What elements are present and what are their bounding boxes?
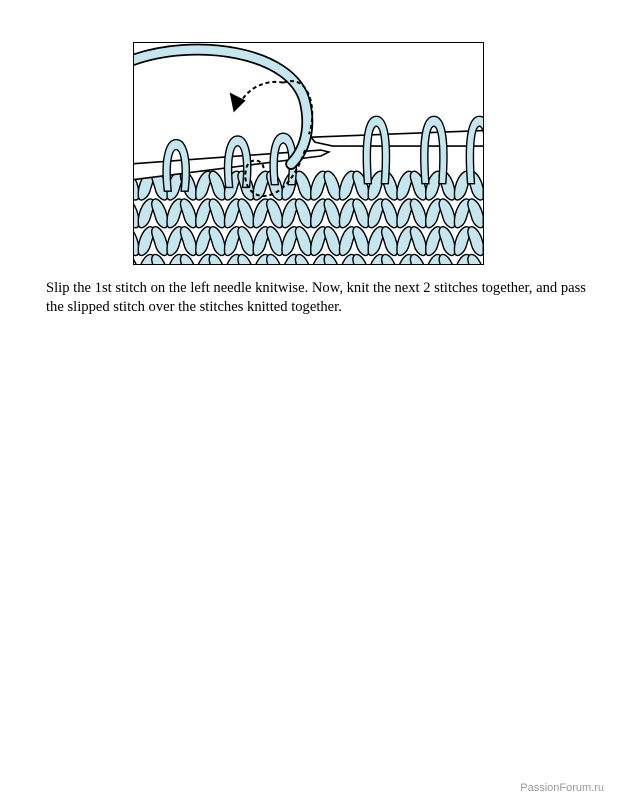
fabric-stitch-leg <box>152 227 168 256</box>
fabric-stitch-leg <box>324 227 340 256</box>
fabric-stitch-leg <box>353 199 369 228</box>
knitting-illustration-frame <box>133 42 484 265</box>
fabric-stitch-leg <box>152 199 168 228</box>
fabric-stitch-leg <box>295 227 311 256</box>
fabric-stitch-leg <box>238 227 254 256</box>
right-needle <box>311 130 483 146</box>
fabric-stitch-leg <box>468 199 483 228</box>
arrow-head-icon <box>230 93 246 113</box>
fabric-stitch-leg <box>180 199 196 228</box>
fabric-stitch-leg <box>267 199 283 228</box>
fabric-stitch-leg <box>295 199 311 228</box>
fabric-stitch-leg <box>209 227 225 256</box>
fabric-stitch-leg <box>209 171 225 200</box>
fabric-stitch-leg <box>324 171 340 200</box>
dashed-arrow-shaft <box>240 82 284 105</box>
fabric-stitch-leg <box>439 199 455 228</box>
fabric-stitch-leg <box>439 227 455 256</box>
fabric-stitch-leg <box>410 199 426 228</box>
working-yarn <box>134 50 307 164</box>
fabric-stitch-leg <box>382 199 398 228</box>
fabric-stitch-leg <box>324 199 340 228</box>
fabric-stitch-leg <box>267 227 283 256</box>
fabric-stitch-leg <box>468 227 483 256</box>
fabric-stitch-leg <box>209 199 225 228</box>
fabric-stitch-leg <box>353 227 369 256</box>
watermark: PassionForum.ru <box>520 782 604 794</box>
fabric-stitch-leg <box>410 227 426 256</box>
knitting-illustration <box>134 43 483 264</box>
instruction-text: Slip the 1st stitch on the left needle knitwise. Now, knit the next 2 stitches together, and pass the slipped stitch over the stitches knitted together. <box>46 280 586 315</box>
fabric-stitch-leg <box>295 171 311 200</box>
fabric-stitch-leg <box>382 227 398 256</box>
fabric-stitch-leg <box>238 199 254 228</box>
fabric-stitch-leg <box>180 227 196 256</box>
